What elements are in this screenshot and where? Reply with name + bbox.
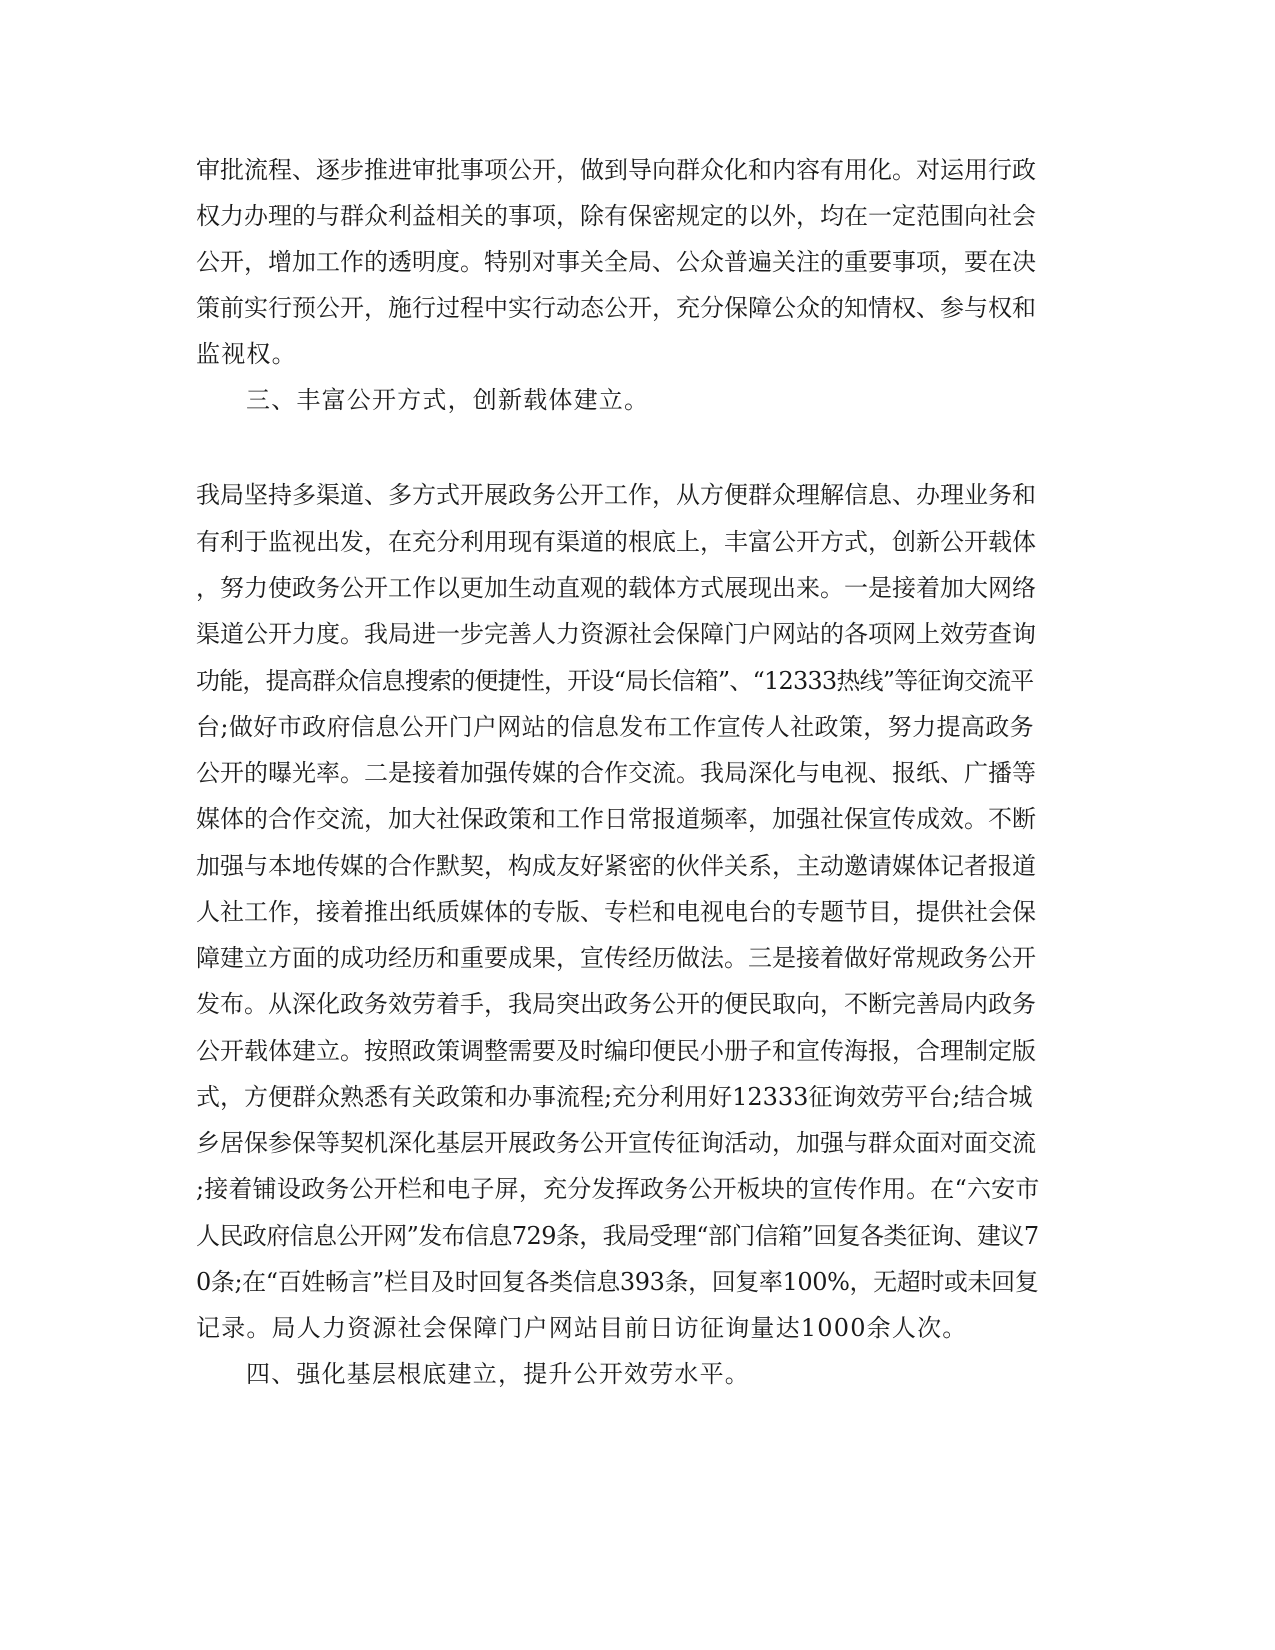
body-text-line: 公开的曝光率。二是接着加强传媒的合作交流。我局深化与电视、报纸、广播等 [196, 759, 1036, 787]
body-text-line: 记录。局人力资源社会保障门户网站目前日访征询量达1000余人次。 [196, 1314, 968, 1342]
body-text-line: 监视权。 [196, 340, 297, 368]
body-text-line: ;接着铺设政务公开栏和电子屏，充分发挥政务公开板块的宣传作用。在“六安市 [196, 1175, 1040, 1203]
body-text-line: 有利于监视出发，在充分利用现有渠道的根底上，丰富公开方式，创新公开载体 [196, 528, 1036, 556]
body-text-line: 审批流程、逐步推进审批事项公开，做到导向群众化和内容有用化。对运用行政 [196, 156, 1036, 184]
body-text-line: 台;做好市政府信息公开门户网站的信息发布工作宣传人社政策，努力提高政务 [196, 713, 1035, 741]
body-text-line: 功能，提高群众信息搜索的便捷性，开设“局长信箱”、“12333热线”等征询交流平 [196, 667, 1034, 695]
body-text-line: 媒体的合作交流，加大社保政策和工作日常报道频率，加强社保宣传成效。不断 [196, 805, 1036, 833]
body-text-line: 0条;在“百姓畅言”栏目及时回复各类信息393条，回复率100%，无超时或未回复 [196, 1268, 1039, 1296]
body-text-line: 公开载体建立。按照政策调整需要及时编印便民小册子和宣传海报，合理制定版 [196, 1037, 1036, 1065]
body-text-line: 权力办理的与群众利益相关的事项，除有保密规定的以外，均在一定范围向社会 [196, 202, 1036, 230]
body-text-line: ，努力使政务公开工作以更加生动直观的载体方式展现出来。一是接着加大网络 [196, 574, 1036, 602]
body-text-line: 渠道公开力度。我局进一步完善人力资源社会保障门户网站的各项网上效劳查询 [196, 620, 1036, 648]
body-text-line: 式，方便群众熟悉有关政策和办事流程;充分利用好12333征询效劳平台;结合城 [196, 1083, 1033, 1111]
body-text-line: 障建立方面的成功经历和重要成果，宣传经历做法。三是接着做好常规政务公开 [196, 944, 1036, 972]
body-text-line: 公开，增加工作的透明度。特别对事关全局、公众普遍关注的重要事项，要在决 [196, 248, 1036, 276]
body-text-line: 乡居保参保等契机深化基层开展政务公开宣传征询活动，加强与群众面对面交流 [196, 1129, 1036, 1157]
section-heading: 三、丰富公开方式，创新载体建立。 [246, 386, 650, 414]
body-text-line: 发布。从深化政务效劳着手，我局突出政务公开的便民取向，不断完善局内政务 [196, 990, 1036, 1018]
body-text-line: 人民政府信息公开网”发布信息729条，我局受理“部门信箱”回复各类征询、建议7 [196, 1222, 1039, 1250]
body-text-line: 加强与本地传媒的合作默契，构成友好紧密的伙伴关系，主动邀请媒体记者报道 [196, 852, 1036, 880]
body-text-line: 策前实行预公开，施行过程中实行动态公开，充分保障公众的知情权、参与权和 [196, 294, 1036, 322]
body-text-line: 人社工作，接着推出纸质媒体的专版、专栏和电视电台的专题节目，提供社会保 [196, 898, 1036, 926]
section-heading: 四、强化基层根底建立，提升公开效劳水平。 [246, 1360, 750, 1388]
body-text-line: 我局坚持多渠道、多方式开展政务公开工作，从方便群众理解信息、办理业务和 [196, 481, 1036, 509]
